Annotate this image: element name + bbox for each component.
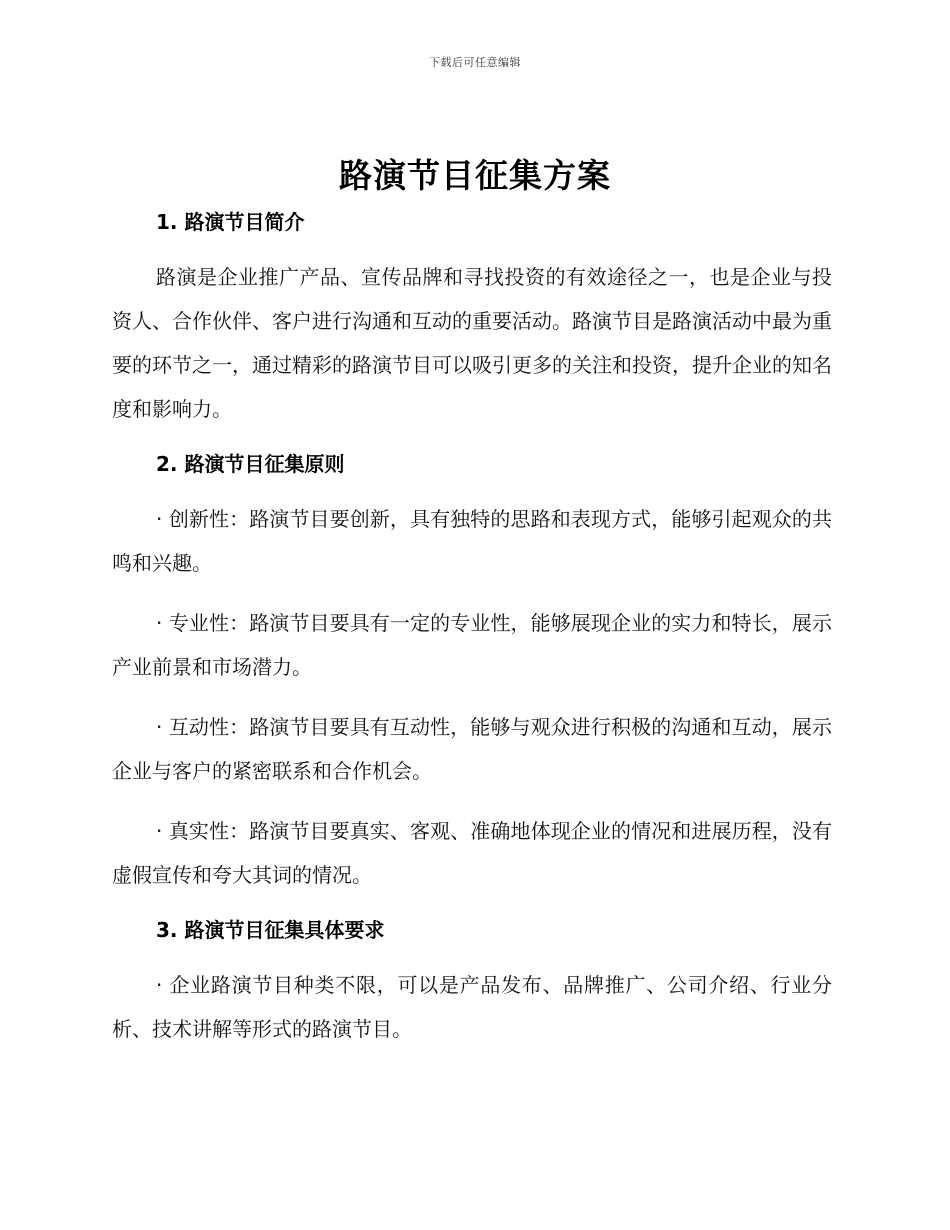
section-2 [112,447,832,897]
paragraph: 路演是企业推广产品、宣传品牌和寻找投资的有效途径之一，也是企业与投资人、合作伙伴、客户进行沟通和互动的重要活动。路演节目是路演活动中最为重要的环节之一，通过精彩的路演节目可以吸引更多的关注和投资，提升企业的知名度和影响力。 [112,265,832,421]
section-heading: 2. 路演节目征集原则 [156,452,345,476]
section-heading: 3. 路演节目征集具体要求 [156,918,385,942]
document-body [112,205,832,1051]
section-3 [112,913,832,1051]
list-item: · 企业路演节目种类不限，可以是产品发布、品牌推广、公司介绍、行业分析、技术讲解等形式的路演节目。 [112,973,832,1041]
list-item: · 真实性：路演节目要真实、客观、准确地体现企业的情况和进展历程，没有虚假宣传和夸大其词的情况。 [112,819,832,887]
section-1 [112,205,832,431]
section-heading: 1. 路演节目简介 [156,210,305,234]
document-title: 路演节目征集方案 [339,156,611,195]
header-note: 下载后可任意编辑 [429,56,521,69]
list-item: · 互动性：路演节目要具有互动性，能够与观众进行积极的沟通和互动，展示企业与客户的紧密联系和合作机会。 [112,715,832,783]
list-item: · 专业性：路演节目要具有一定的专业性，能够展现企业的实力和特长，展示产业前景和市场潜力。 [112,611,832,679]
list-item: · 创新性：路演节目要创新，具有独特的思路和表现方式，能够引起观众的共鸣和兴趣。 [112,507,832,575]
